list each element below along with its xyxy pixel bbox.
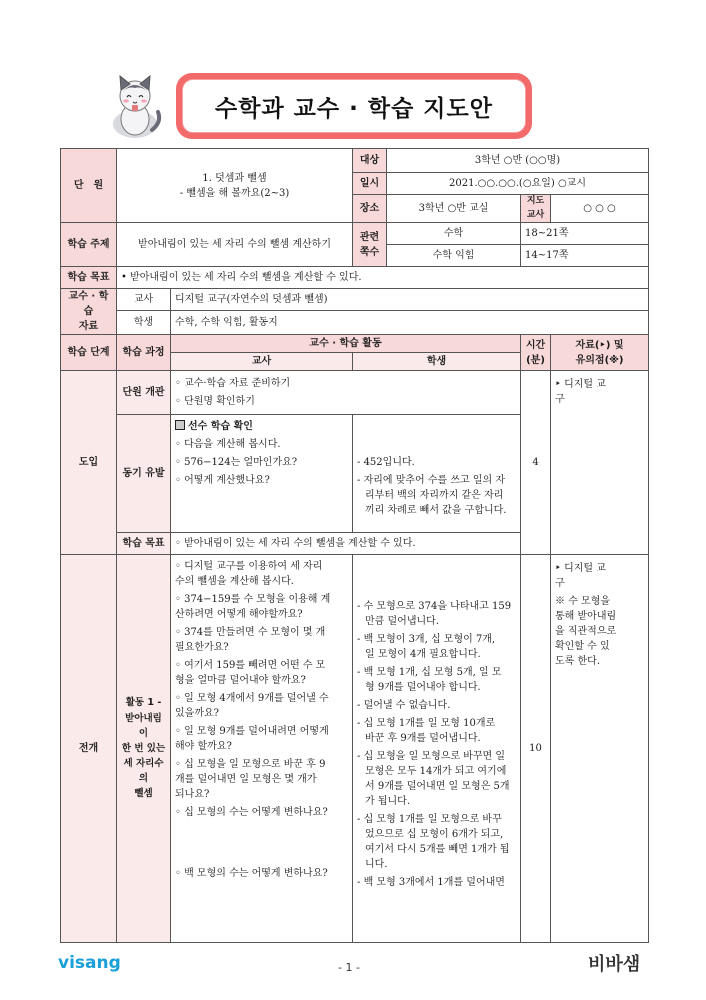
target-label: 대상: [353, 149, 387, 173]
intro-step2-label: 동기 유발: [117, 415, 171, 533]
intro-step3-label: 학습 목표: [117, 533, 171, 555]
place-label: 장소: [353, 195, 387, 223]
visang-logo: visang: [58, 953, 121, 973]
materials-student-label: 학생: [117, 311, 171, 335]
header-activity: 교수 · 학습 활동: [171, 335, 521, 353]
place-value: 3학년 ○반 교실: [387, 195, 521, 223]
develop-time: 10: [521, 555, 551, 943]
related-book-1: 수학: [387, 223, 521, 245]
develop-teacher: ◦ 디지털 교구를 이용하여 세 자리 수의 뺄셈을 계산해 봅시다. ◦ 374−159를 수 모형을 이용해 계 산하려면 어떻게 해야할까요? ◦ 374를 만들려면 수 모형이 몇 개 필요한가요? ◦ 여기서 159를 빼려면 어떤 수 모 형을 얼마큼 덜어내야 할까요? ◦ 일 모형 4개에서 9개를 덜어낼 수 있을까요? ◦ 일 모형 9개를 덜어내려면 어떻게 해야 할까요? ◦ 십 모형을 일 모형으로 바꾼 후 9 개를 덜어내면 일 모형은 몇 개가 되나요? ◦ 십 모형의 수는 어떻게 변하나요? ◦ 백 모형의 수는 어떻게 변하나요?: [171, 555, 353, 943]
intro-step1-content: ◦ 교수·학습 자료 준비하기 ◦ 단원명 확인하기: [171, 371, 521, 415]
related-pages-1: 18~21쪽: [521, 223, 649, 245]
title-banner: [176, 73, 532, 139]
intro-time: 4: [521, 371, 551, 555]
goal-value: • 받아내림이 있는 세 자리 수의 뺄셈을 계산할 수 있다.: [117, 267, 649, 289]
related-book-2: 수학 익힘: [387, 245, 521, 267]
related-pages-2: 14~17쪽: [521, 245, 649, 267]
checkbox-square-icon: [175, 420, 185, 430]
materials-teacher-label: 교사: [117, 289, 171, 311]
teacher-value: ○ ○ ○: [551, 195, 649, 223]
related-label: 관련 쪽수: [353, 223, 387, 267]
develop-materials: ‣ 디지털 교 구 ※ 수 모형을 통해 받아내림 을 직관적으로 확인할 수 있 도록 한다.: [551, 555, 649, 943]
materials-student-value: 수학, 수학 익힘, 활동지: [171, 311, 649, 335]
header-materials: 자료(‣) 및 유의점(※): [551, 335, 649, 371]
page-number: - 1 -: [338, 961, 360, 974]
intro-step2-teacher: 선수 학습 확인 ◦ 다음을 계산해 봅시다. ◦ 576−124는 얼마인가요? ◦ 어떻게 계산했나요?: [171, 415, 353, 533]
topic-value: 받아내림이 있는 세 자리 수의 뺄셈 계산하기: [117, 223, 353, 267]
topic-label: 학습 주제: [61, 223, 117, 267]
header-process: 학습 과정: [117, 335, 171, 371]
page-title: 수학과 교수 · 학습 지도안: [215, 95, 493, 122]
materials-teacher-value: 디지털 교구(자연수의 덧셈과 뺄셈): [171, 289, 649, 311]
intro-step3-value: ◦ 받아내림이 있는 세 자리 수의 뺄셈을 계산할 수 있다.: [171, 533, 521, 555]
develop-activity-label: 활동 1 - 받아내림이 한 번 있는 세 자리수의 뺄셈: [117, 555, 171, 943]
develop-stage: 전개: [61, 555, 117, 943]
header-student: 학생: [353, 353, 521, 371]
teacher-label: 지도 교사: [521, 195, 551, 223]
cat-mascot-icon: [106, 72, 164, 140]
date-value: 2021.○○.○○.(○요일) ○교시: [387, 173, 649, 195]
develop-student: - 수 모형으로 374을 나타내고 159 만큼 덜어냅니다. - 백 모형이 3개, 십 모형이 7개, 일 모형이 4개 필요합니다. - 백 모형 1개, 십 모형 5개, 일 모 형 9개를 덜어내야 합니다. - 덜어낼 수 없습니다. - 십 모형 1개를 일 모형 10개로 바꾼 후 9개를 덜어냅니다. - 십 모형을 일 모형으로 바꾸면 일 모형은 모두 14개가 되고 여기에 서 9개를 덜어내면 일 모형은 5개 가 됩니다. - 십 모형 1개를 일 모형으로 바꾸 었으므로 십 모형이 6개가 되고, 여기서 다시 5개를 빼면 1개가 됩 니다. - 백 모형 3개에서 1개를 덜어내면: [353, 555, 521, 943]
goal-label: 학습 목표: [61, 267, 117, 289]
materials-label: 교수 · 학습 자료: [61, 289, 117, 335]
header-teacher: 교사: [171, 353, 353, 371]
lesson-plan-table: [60, 148, 649, 943]
vivasam-logo: 비바샘: [588, 954, 641, 975]
intro-step2-student: - 452입니다. - 자리에 맞추어 수를 쓰고 일의 자 리부터 백의 자리까지 같은 자리 끼리 차례로 빼서 값을 구합니다.: [353, 415, 521, 533]
header-time: 시간 (분): [521, 335, 551, 371]
target-value: 3학년 ○반 (○○명): [387, 149, 649, 173]
intro-step1-label: 단원 개관: [117, 371, 171, 415]
intro-stage: 도입: [61, 371, 117, 555]
date-label: 일시: [353, 173, 387, 195]
unit-value: 1. 덧셈과 뺄셈 - 뺄셈을 해 볼까요(2~3): [117, 149, 353, 223]
intro-materials: ‣ 디지털 교 구: [551, 371, 649, 555]
unit-label: 단 원: [61, 149, 117, 223]
header-stage: 학습 단계: [61, 335, 117, 371]
